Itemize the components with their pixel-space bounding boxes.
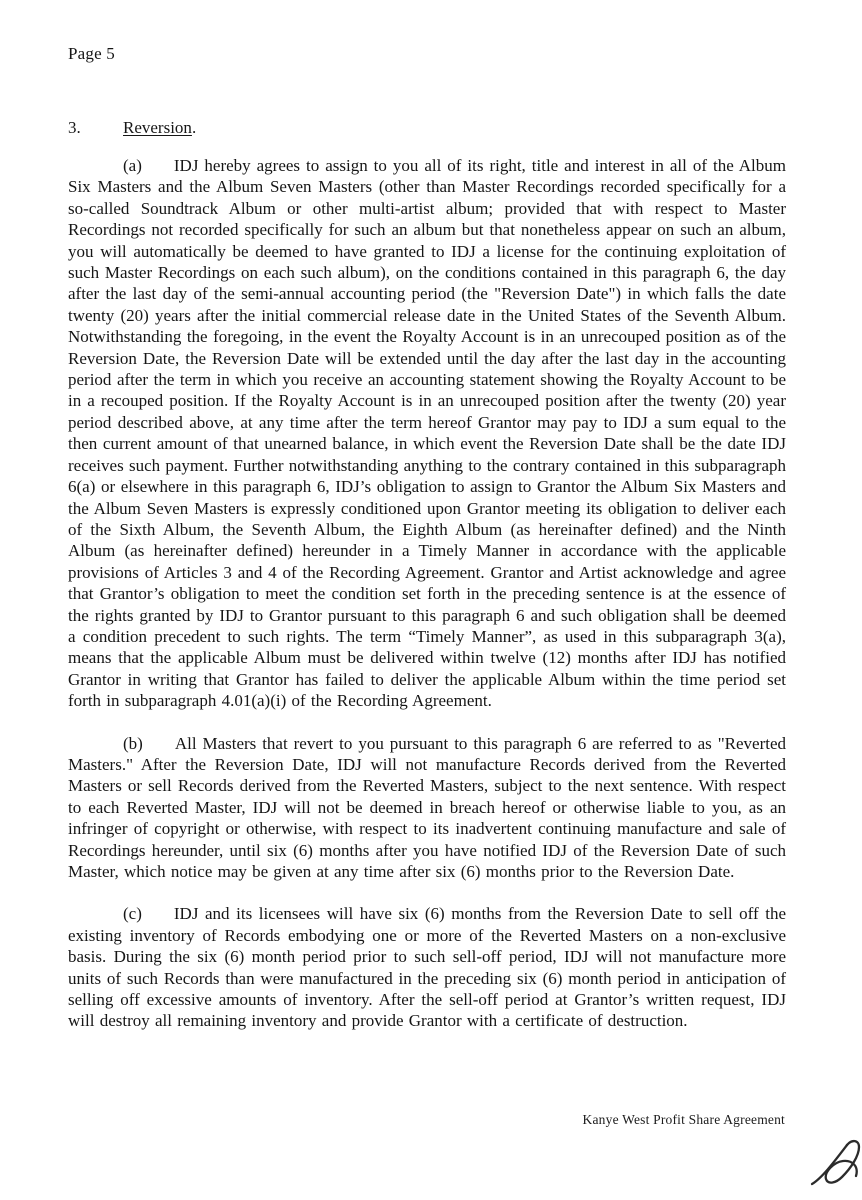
paragraph-c [68,903,786,1031]
paragraph-a [68,155,786,712]
paragraph-a-text: IDJ hereby agrees to assign to you all of its right, title and interest in all of the Album Six Masters and the Album Seven Masters (other than Master Recordings recorded specifically for a so-called Soundtrack Album or other multi-artist album; provided that with respect to Master Recordings not recorded specifically for such an album but that nonetheless appear on such an album, you will automatically be deemed to have granted to IDJ a license for the continuing exploitation of such Master Recordings on each such album), on the conditions contained in this paragraph 6, the day after the last day of the semi-annual accounting period (the "Reversion Date") in which falls the date twenty (20) years after the initial commercial release date in the United States of the Seventh Album. Notwithstanding the foregoing, in the event the Royalty Account is in an unrecouped position as of the Reversion Date, the Reversion Date will be extended until the day after the last day in the accounting period after the term in which you receive an accounting statement showing the Royalty Account to be in a recouped position. If the Royalty Account is in an unrecouped position after the twenty (20) year period described above, at any time after the term hereof Grantor may pay to IDJ a sum equal to the then current amount of that unearned balance, in which event the Reversion Date shall be the date IDJ receives such payment. Further notwithstanding anything to the contrary contained in this subparagraph 6(a) or elsewhere in this paragraph 6, IDJ’s obligation to assign to Grantor the Album Six Masters and the Album Seven Masters is expressly conditioned upon Grantor meeting its obligation to deliver each of the Sixth Album, the Seventh Album, the Eighth Album (as hereinafter defined) and the Ninth Album (as hereinafter defined) hereunder in a Timely Manner in accordance with the applicable provisions of Articles 3 and 4 of the Recording Agreement. Grantor and Artist acknowledge and agree that Grantor’s obligation to meet the condition set forth in the preceding sentence is at the essence of the rights granted by IDJ to Grantor pursuant to this paragraph 6 and such obligation shall be deemed a condition precedent to such rights. The term “Timely Manner”, as used in this subparagraph 3(a), means that the applicable Album must be delivered within twelve (12) months after IDJ has notified Grantor in writing that Grantor has failed to deliver the applicable Album within the time period set forth in subparagraph 4.01(a)(i) of the Recording Agreement. [68,156,786,711]
paragraph-a-label: (a) [123,156,142,175]
paragraph-c-label: (c) [123,904,142,924]
section-heading [68,118,196,138]
section-title: Reversion. [123,118,197,137]
footer-document-title: Kanye West Profit Share Agreement [582,1112,785,1127]
document-body [68,155,786,1053]
paragraph-c-text: IDJ and its licensees will have six (6) months from the Reversion Date to sell off the existing inventory of Records embodying one or more of the Reverted Masters on a non-exclusive basis. During the six (6) month period prior to such sell-off period, IDJ will not manufacture more units of such Records than were manufactured in the preceding six (6) month period in anticipation of selling off excessive amounts of inventory. After the sell-off period at Grantor’s written request, IDJ will destroy all remaining inventory and provide Grantor with a certificate of destruction. [68,904,786,1031]
paragraph-b [68,733,786,883]
paragraph-b-text: All Masters that revert to you pursuant to this paragraph 6 are referred to as "Reverted Masters." After the Reversion Date, IDJ will not manufacture Records derived from the Reverted Masters or sell Records derived from the Reverted Masters, subject to the next sentence. With respect to each Reverted Master, IDJ will not be deemed in breach hereof or otherwise liable to you, as an infringer of copyright or otherwise, with respect to its inadvertent continuing manufacture and sale of Recordings hereunder, until six (6) months after you have notified IDJ of the Reversion Date of such Master, which notice may be given at any time after six (6) months prior to the Reversion Date. [68,733,786,881]
paragraph-b-label: (b) [123,733,143,753]
page-number-label: Page 5 [68,44,115,63]
section-number: 3. [68,118,81,137]
handwritten-initial-icon [810,1138,862,1196]
